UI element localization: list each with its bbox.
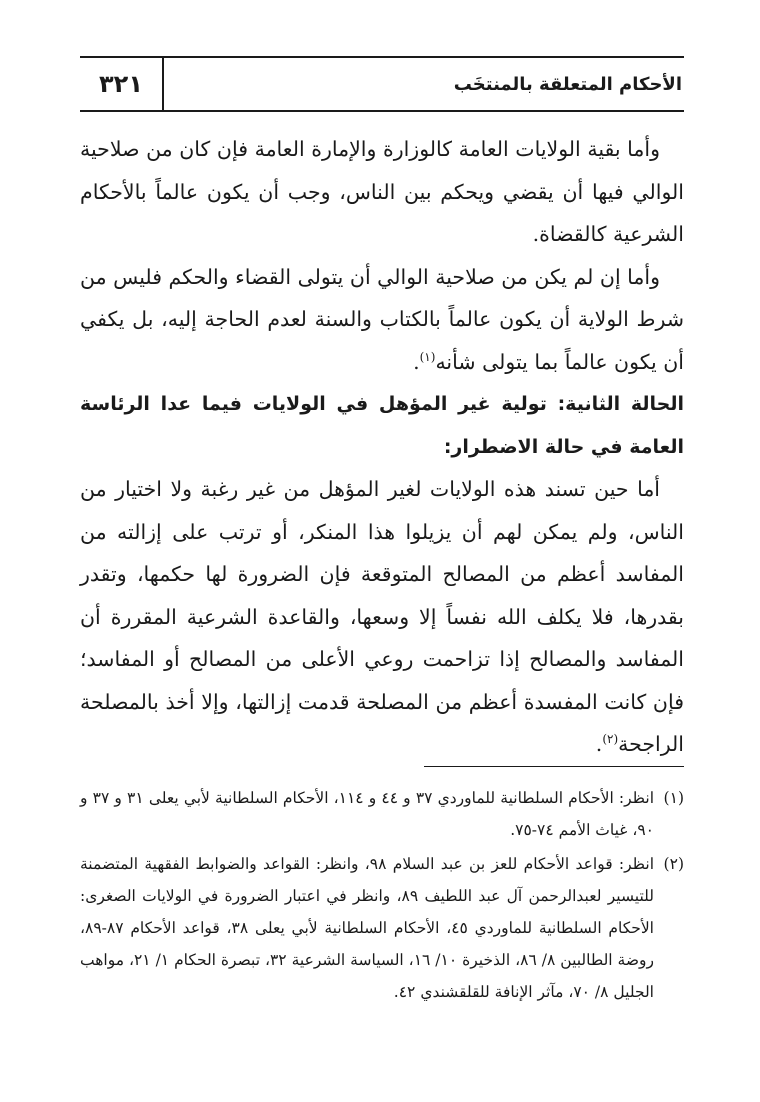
paragraph-2-end: . [413, 349, 420, 374]
footnote-1-label: (١) [663, 789, 684, 807]
footnote-separator [424, 766, 684, 767]
paragraph-3 [80, 468, 684, 766]
footnote-ref-2: (٢) [602, 732, 619, 747]
footnote-1-text: انظر: الأحكام السلطانية للماوردي ٣٧ و ٤٤ و ١١٤، الأحكام السلطانية لأبي يعلى ٣١ و ٣٧ و ٩٠، غياث الأمم ٧٤-٧٥. [80, 789, 654, 839]
footnote-1 [80, 782, 684, 846]
footnote-2 [80, 848, 684, 1008]
paragraph-3-text: أما حين تسند هذه الولايات لغير المؤهل من غير رغبة ولا اختيار من الناس، ولم يمكن لهم أن يزيلوا هذا المنكر، أو ترتب على إزالته من المفاسد أعظم من المصالح المتوقعة فإن الضرورة لها حكمها، وتقدر بقدرها، فلا يكلف الله نفساً إلا وسعها، والقاعدة الشرعية المقررة أن المفاسد والمصالح إذا تزاحمت روعي الأعلى من المصالح أو المفاسد؛ فإن كانت المفسدة أعظم من المصلحة قدمت إزالتها، وإلا أخذ بالمصلحة الراجحة [80, 477, 684, 756]
paragraph-1: وأما بقية الولايات العامة كالوزارة والإمارة العامة فإن كان من صلاحية الوالي فيها أن يقضي ويحكم بين الناس، وجب أن يكون عالماً بالأحكام الشرعية كالقضاة. [80, 137, 684, 246]
paragraph-3-end: . [595, 732, 603, 756]
footnote-2-text: انظر: قواعد الأحكام للعز بن عبد السلام ٩٨، وانظر: القواعد والضوابط الفقهية المتضمنة للتيسير لعبدالرحمن آل عبد اللطيف ٨٩، وانظر في اعتبار الضرورة في الولايات الصغرى: الأحكام السلطانية للماوردي ٤٥، الأحكام السلطانية لأبي يعلى ٣٨، قواعد الأحكام ٨٧-٨٩، روضة الطالبين ٨/ ٨٦، الذخيرة ١٠/ ١٦، السياسة الشرعية ٣٢، تبصرة الحكام ١/ ٢١، مواهب الجليل ٨/ ٧٠، مآثر الإنافة للقلقشندي ٤٢. [80, 855, 655, 1001]
footnotes [80, 782, 684, 1010]
main-text [80, 128, 684, 766]
page-number: ٣٢١ [80, 58, 164, 110]
footnote-2-label: (٢) [663, 855, 684, 873]
footnote-ref-1: (١) [419, 349, 436, 364]
page-header [80, 56, 684, 112]
section-heading: الحالة الثانية: تولية غير المؤهل في الولايات فيما عدا الرئاسة العامة في حالة الاضطرار: [80, 393, 684, 458]
running-title: الأحكام المتعلقة بالمنتخَب [453, 73, 682, 95]
paragraph-2 [80, 256, 684, 384]
paragraph-2-text: وأما إن لم يكن من صلاحية الوالي أن يتولى القضاء والحكم فليس من شرط الولاية أن يكون عالماً بالكتاب والسنة لعدم الحاجة إليه، بل يكفي أن يكون عالماً بما يتولى شأنه [80, 264, 684, 374]
